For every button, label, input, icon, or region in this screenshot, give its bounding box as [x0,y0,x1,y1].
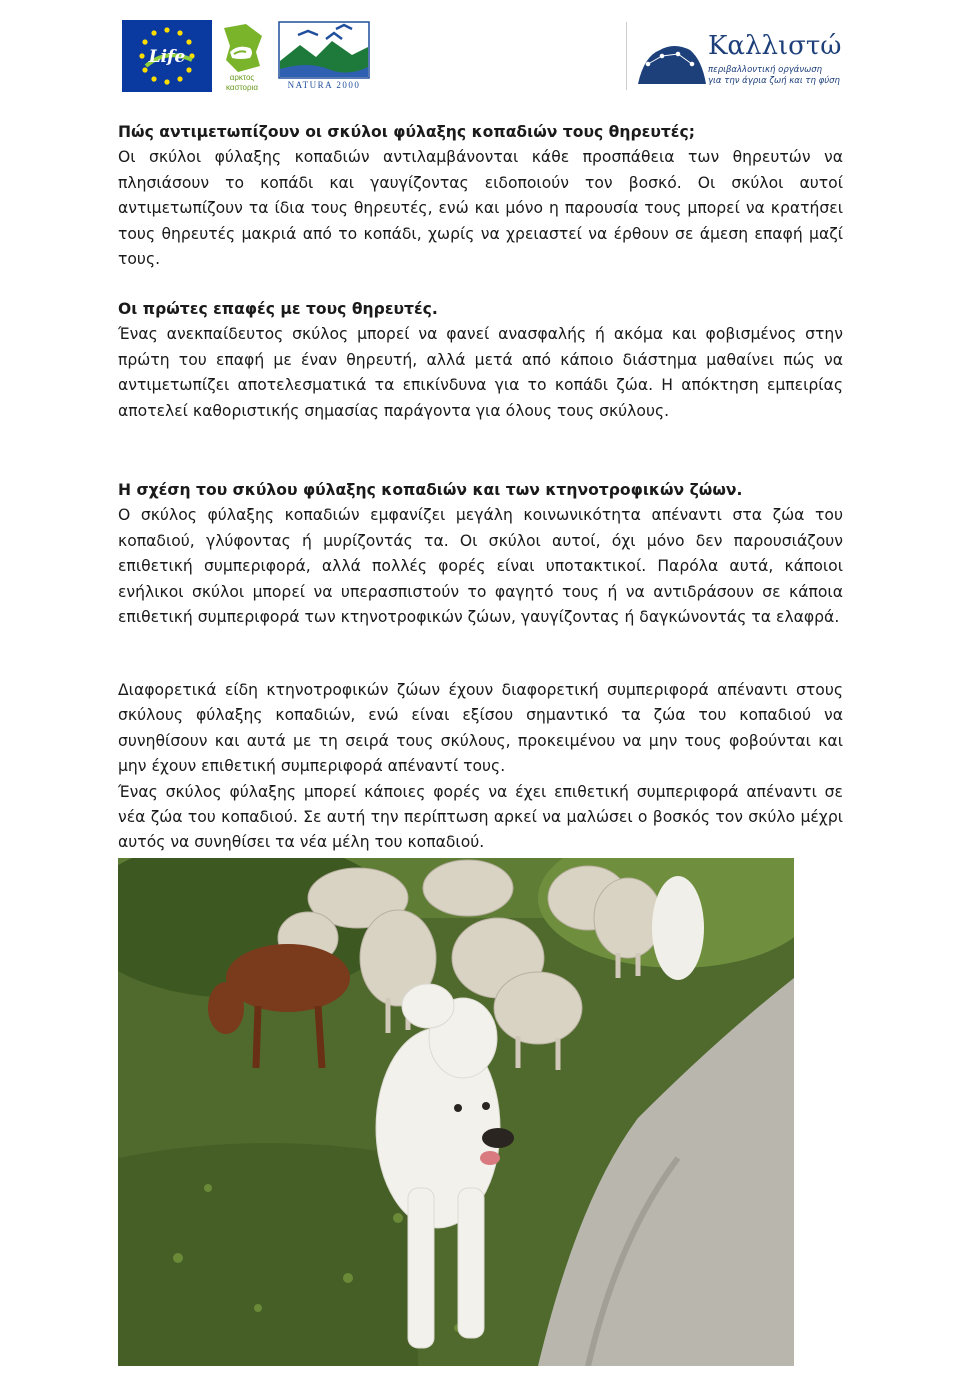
section-paragraph: Οι σκύλοι φύλαξης κοπαδιών αντιλαμβάνονται κάθε προσπάθεια των θηρευτών να πλησιάσουν το κοπάδι και γαυγίζοντας ειδοποιούν τον βοσκό. Οι σκύλοι αυτοί αντιμετωπίζουν τα ίδια τους θηρευτές, ενώ και μόνο η παρουσία τους μπορεί να κρατήσει τους θηρευτές μακριά από το κοπάδι, χωρίς να χρειαστεί να έρθουν σε άμεση επαφή μαζί τους. [118,148,843,269]
section-paragraph: Ένας ανεκπαίδευτος σκύλος μπορεί να φανεί ανασφαλής ή ακόμα και φοβισμένος στην πρώτη του επαφή με έναν θηρευτή, αλλά μετά από κάποιο διάστημα μαθαίνει πώς να αντιμετωπίζει αποτελεσματικά τα επικίνδυνα για το κοπάδι ζώα. Η απόκτηση εμπειρίας αποτελεί καθοριστικής σημασίας παράγοντα για όλους τους σκύλους. [118,325,843,420]
section-heading: Πώς αντιμετωπίζουν οι σκύλοι φύλαξης κοπαδιών τους θηρευτές; [118,123,695,141]
natura-2000-logo [278,21,370,91]
eu-life-logo [122,20,212,92]
arktos-kastoria-logo [216,22,268,92]
section-livestock-behaviour [118,678,843,856]
section-heading: Η σχέση του σκύλου φύλαξης κοπαδιών και των κτηνοτροφικών ζώων. [118,481,743,499]
section-livestock-relation [118,478,843,630]
life-wordmark: Life [148,47,186,67]
section-paragraph: Ένας σκύλος φύλαξης μπορεί κάποιες φορές να έχει επιθετική συμπεριφορά απέναντι σε νέα ζώα του κοπαδιού. Σε αυτή την περίπτωση αρκεί να μαλώσει ο βοσκός τον σκύλο μέχρι αυτός να συνηθίσει τα νέα μέλη του κοπαδιού. [118,782,843,852]
section-paragraph: Ο σκύλος φύλαξης κοπαδιών εμφανίζει μεγάλη κοινωνικότητα απέναντι στα ζώα του κοπαδιού, γλύφοντας ή μυρίζοντάς τα. Οι σκύλοι αυτοί, όχι μόνο δεν παρουσιάζουν επιθετική συμπεριφορά, αλλά πολλές φορές είναι υποτακτικοί. Παρόλα αυτά, κάποιοι ενήλικοι σκύλοι μπορεί να υπερασπιστούν το φαγητό τους ή να αντιδράσουν σε κάποια επιθετική συμπεριφορά των κτηνοτροφικών ζώων, γαυγίζοντας ή δαγκώνοντάς τα ελαφρά. [118,506,843,627]
bear-map-icon [216,22,268,92]
kallisto-tagline-2: για την άγρια ζωή και τη φύση [708,76,840,86]
arktos-text: αρκτος [229,73,255,82]
section-predators [118,120,843,272]
kallisto-logo [626,20,846,92]
natura-wordmark: NATURA 2000 [287,80,361,90]
natura-birds-icon [278,21,370,91]
kastoria-text: καστορια [226,83,258,92]
sheepdog-photo [118,858,794,1366]
section-heading: Οι πρώτες επαφές με τους θηρευτές. [118,300,438,318]
constellation-bear-icon [626,20,846,92]
section-paragraph: Διαφορετικά είδη κτηνοτροφικών ζώων έχουν διαφορετική συμπεριφορά απέναντι στους σκύλους φύλαξης κοπαδιών, ενώ είναι εξίσου σημαντικό τα ζώα του κοπαδιού να συνηθίσουν και αυτά με τη σειρά τους σκύλους, προκειμένου να μην τους φοβούνται και μην έχουν επιθετική συμπεριφορά απέναντί τους. [118,681,843,776]
kallisto-wordmark: Καλλιστώ [708,31,842,61]
section-first-contacts [118,297,843,424]
kallisto-tagline-1: περιβαλλοντική οργάνωση [708,65,822,75]
eu-stars-icon [122,20,212,92]
